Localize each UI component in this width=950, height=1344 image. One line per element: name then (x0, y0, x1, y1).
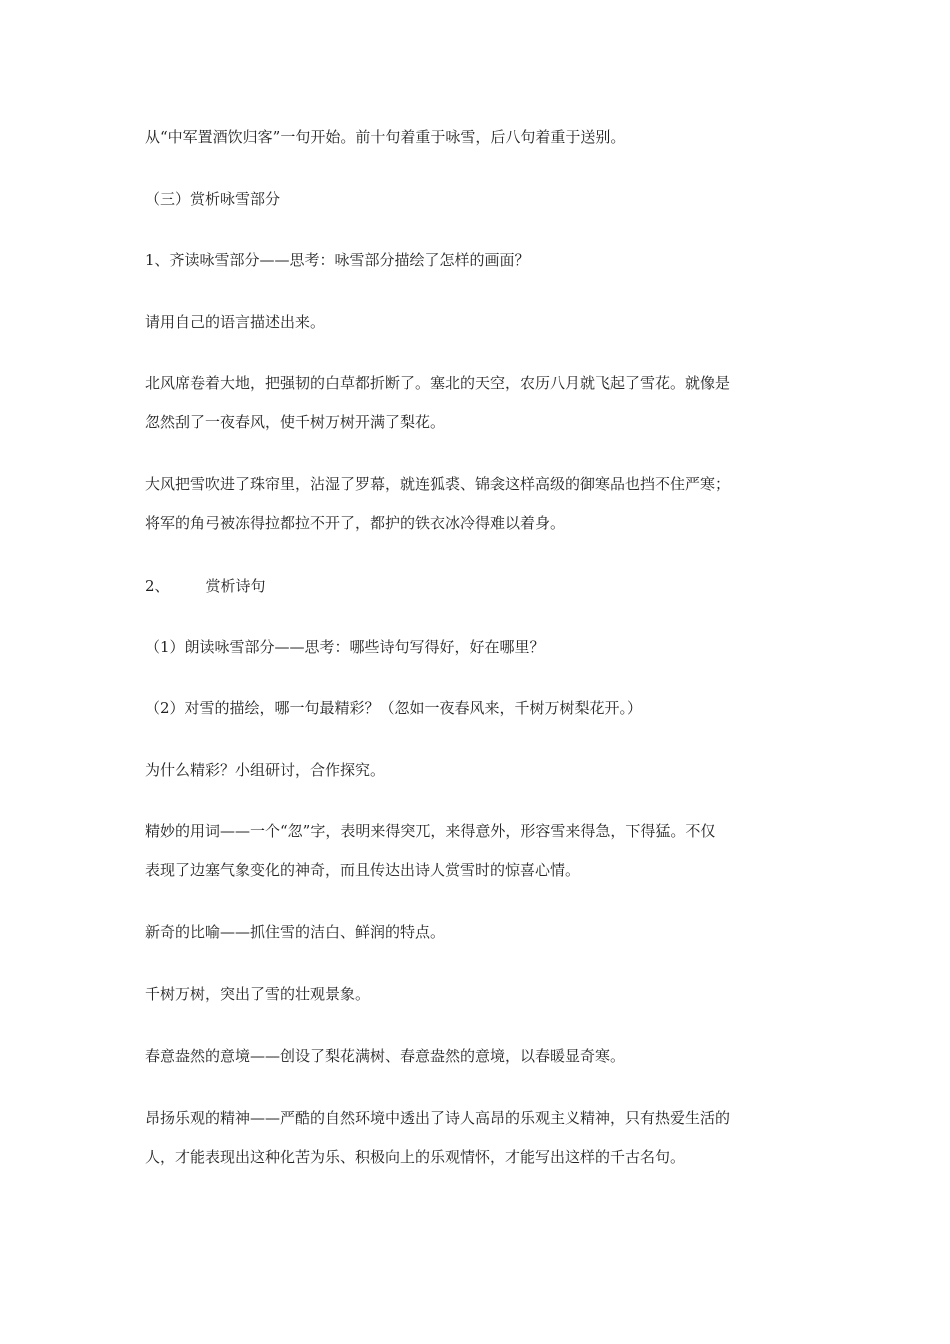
paragraph-line: 新奇的比喻——抓住雪的洁白、鲜润的特点。 (145, 923, 446, 941)
question-line: （2）对雪的描绘，哪一句最精彩？（忽如一夜春风来，千树万树梨花开。） (145, 699, 643, 717)
paragraph-line: 为什么精彩？小组研讨，合作探究。 (145, 761, 386, 779)
section-heading: （三）赏析咏雪部分 (145, 190, 281, 208)
paragraph-line: 昂扬乐观的精神——严酷的自然环境中透出了诗人高昂的乐观主义精神，只有热爱生活的 (145, 1109, 731, 1127)
heading-number: 2、 (145, 577, 170, 595)
heading-text: 赏析诗句 (205, 577, 266, 595)
paragraph-line: 表现了边塞气象变化的神奇，而且传达出诗人赏雪时的惊喜心情。 (145, 861, 581, 879)
paragraph-line: 人，才能表现出这种化苦为乐、积极向上的乐观情怀，才能写出这样的千古名句。 (145, 1148, 686, 1166)
paragraph-line: 北风席卷着大地，把强韧的白草都折断了。塞北的天空，农历八月就飞起了雪花。就像是 (145, 374, 731, 392)
paragraph-line: 春意盎然的意境——创设了梨花满树、春意盎然的意境，以春暖显奇寒。 (145, 1047, 626, 1065)
question-line: （1）朗读咏雪部分——思考：哪些诗句写得好，好在哪里？ (145, 638, 545, 656)
paragraph-line: 从“中军置酒饮归客”一句开始。前十句着重于咏雪，后八句着重于送别。 (145, 128, 626, 146)
paragraph-line: 精妙的用词——一个“忽”字，表明来得突兀，来得意外，形容雪来得急，下得猛。不仅 (145, 822, 716, 840)
paragraph-line: 忽然刮了一夜春风，使千树万树开满了梨花。 (145, 413, 446, 431)
paragraph-line: 请用自己的语言描述出来。 (145, 313, 326, 331)
numbered-heading (145, 576, 266, 596)
paragraph-line: 千树万树，突出了雪的壮观景象。 (145, 985, 371, 1003)
paragraph-line: 大风把雪吹进了珠帘里，沾湿了罗幕，就连狐裘、锦衾这样高级的御寒品也挡不住严寒； (145, 475, 731, 493)
question-line: 1、齐读咏雪部分——思考：咏雪部分描绘了怎样的画面？ (145, 251, 530, 269)
paragraph-line: 将军的角弓被冻得拉都拉不开了，都护的铁衣冰冷得难以着身。 (145, 514, 566, 532)
